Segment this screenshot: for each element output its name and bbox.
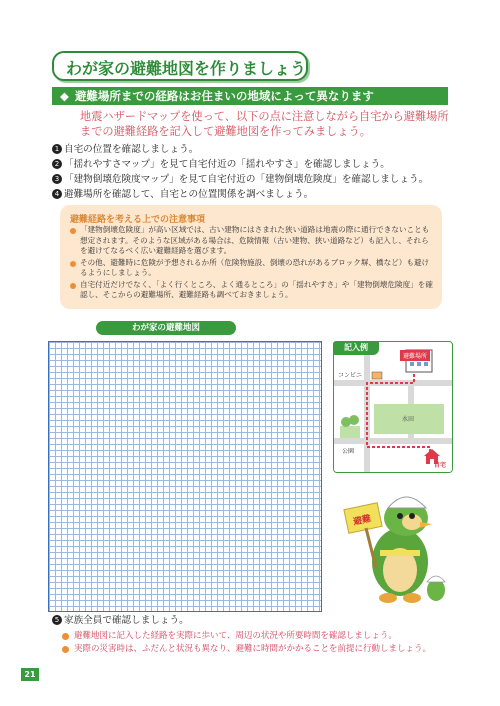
home-label: 自宅 bbox=[434, 462, 447, 469]
bullet-dot-icon bbox=[62, 646, 69, 653]
step-number: 3 bbox=[52, 174, 62, 184]
subheading-text: 避難場所までの経路はお住まいの地域によって異なります bbox=[74, 89, 374, 103]
notes-list bbox=[70, 225, 436, 302]
step-text: 避難場所を確認して、自宅との位置関係を調べましょう。 bbox=[64, 189, 314, 200]
evacuation-map-grid[interactable] bbox=[48, 341, 322, 612]
note-item bbox=[70, 280, 436, 301]
step-list bbox=[52, 142, 452, 202]
bullet-dot-icon bbox=[70, 261, 76, 267]
notes-title: 避難経路を考える上での注意事項 bbox=[70, 215, 206, 225]
step-item bbox=[52, 142, 452, 157]
shelter-label: 避難場所 bbox=[400, 350, 430, 361]
evacuation-map-label: わが家の避難地図 bbox=[96, 321, 236, 335]
caution-notes-box bbox=[60, 205, 442, 309]
convenience-label: コンビニ bbox=[338, 372, 363, 379]
family-bullet-list bbox=[62, 630, 452, 656]
park-label: 公園 bbox=[342, 448, 355, 455]
note-text: 自宅付近だけでなく、「よく行くところ、よく通るところ」の「揺れやすさ」や「建物倒壊危険度」を確認し、そこからの避難場所、避難経路も調べておきましょう。 bbox=[80, 279, 433, 299]
step-number: 4 bbox=[52, 189, 62, 199]
family-check bbox=[52, 614, 452, 628]
diamond-icon: ◆ bbox=[60, 89, 69, 103]
step-item bbox=[52, 187, 452, 202]
page-title: わが家の避難地図を作りましょう bbox=[66, 59, 307, 78]
helmet-icon bbox=[388, 497, 426, 508]
note-item bbox=[70, 225, 436, 257]
store-icon bbox=[372, 372, 382, 379]
page-title-box bbox=[52, 51, 308, 81]
family-bullet-item bbox=[62, 630, 452, 643]
note-text: 「建物倒壊危険度」が高い区域では、古い建物にはさまれた狭い道路は地震の際に通行できないことも想定されます。そのような区域がある場合は、危険情報（古い建物、狭い道路など）も記入し、それらを避けてなるべく広い避難経路を選びます。 bbox=[80, 225, 430, 255]
road-lower bbox=[334, 438, 452, 444]
mascot-sign-text: 避難 bbox=[352, 514, 373, 528]
step-text: 「建物倒壊危険度マップ」を見て自宅付近の「建物倒壊危険度」を確認しましょう。 bbox=[64, 174, 429, 185]
park-block bbox=[340, 426, 360, 438]
example-map bbox=[333, 341, 453, 473]
step-number: 5 bbox=[52, 615, 62, 625]
bullet-text: 実際の災害時は、ふだんと状況も異なり、避難に時間がかかることを前提に行動しましょう。 bbox=[74, 644, 432, 654]
example-tab: 記入例 bbox=[333, 341, 379, 355]
step-number: 2 bbox=[52, 159, 62, 169]
tree-icon bbox=[349, 415, 359, 425]
page-number: 21 bbox=[21, 668, 39, 681]
step-text: 自宅の位置を確認しましょう。 bbox=[64, 144, 199, 155]
bullet-dot-icon bbox=[62, 633, 69, 640]
note-item bbox=[70, 258, 436, 279]
bullet-dot-icon bbox=[70, 228, 76, 234]
step-number: 1 bbox=[52, 144, 62, 154]
step-item bbox=[52, 157, 452, 172]
bullet-dot-icon bbox=[70, 283, 76, 289]
step-text: 「揺れやすさマップ」を見て自宅付近の「揺れやすさ」を確認しましょう。 bbox=[64, 159, 390, 170]
section-subheading bbox=[52, 87, 448, 105]
mascot-character-icon bbox=[340, 478, 448, 608]
intro-text: 地震ハザードマップを使って、以下の点に注意しながら自宅から避難場所までの避難経路を記入して避難地図を作ってみましょう。 bbox=[80, 110, 449, 138]
field-label: 水田 bbox=[402, 416, 415, 423]
family-bullet-item bbox=[62, 643, 452, 656]
bullet-text: 避難地図に記入した経路を実際に歩いて、周辺の状況や所要時間を確認しましょう。 bbox=[74, 631, 397, 641]
step-item bbox=[52, 172, 452, 187]
mascot-illustration bbox=[340, 478, 448, 608]
family-text: 家族全員で確認しましょう。 bbox=[64, 615, 189, 626]
note-text: その他、避難時に危険が予想されるか所（危険物施設、倒壊の恐れがあるブロック塀、橋など）も避けるようにしましょう。 bbox=[80, 257, 430, 277]
